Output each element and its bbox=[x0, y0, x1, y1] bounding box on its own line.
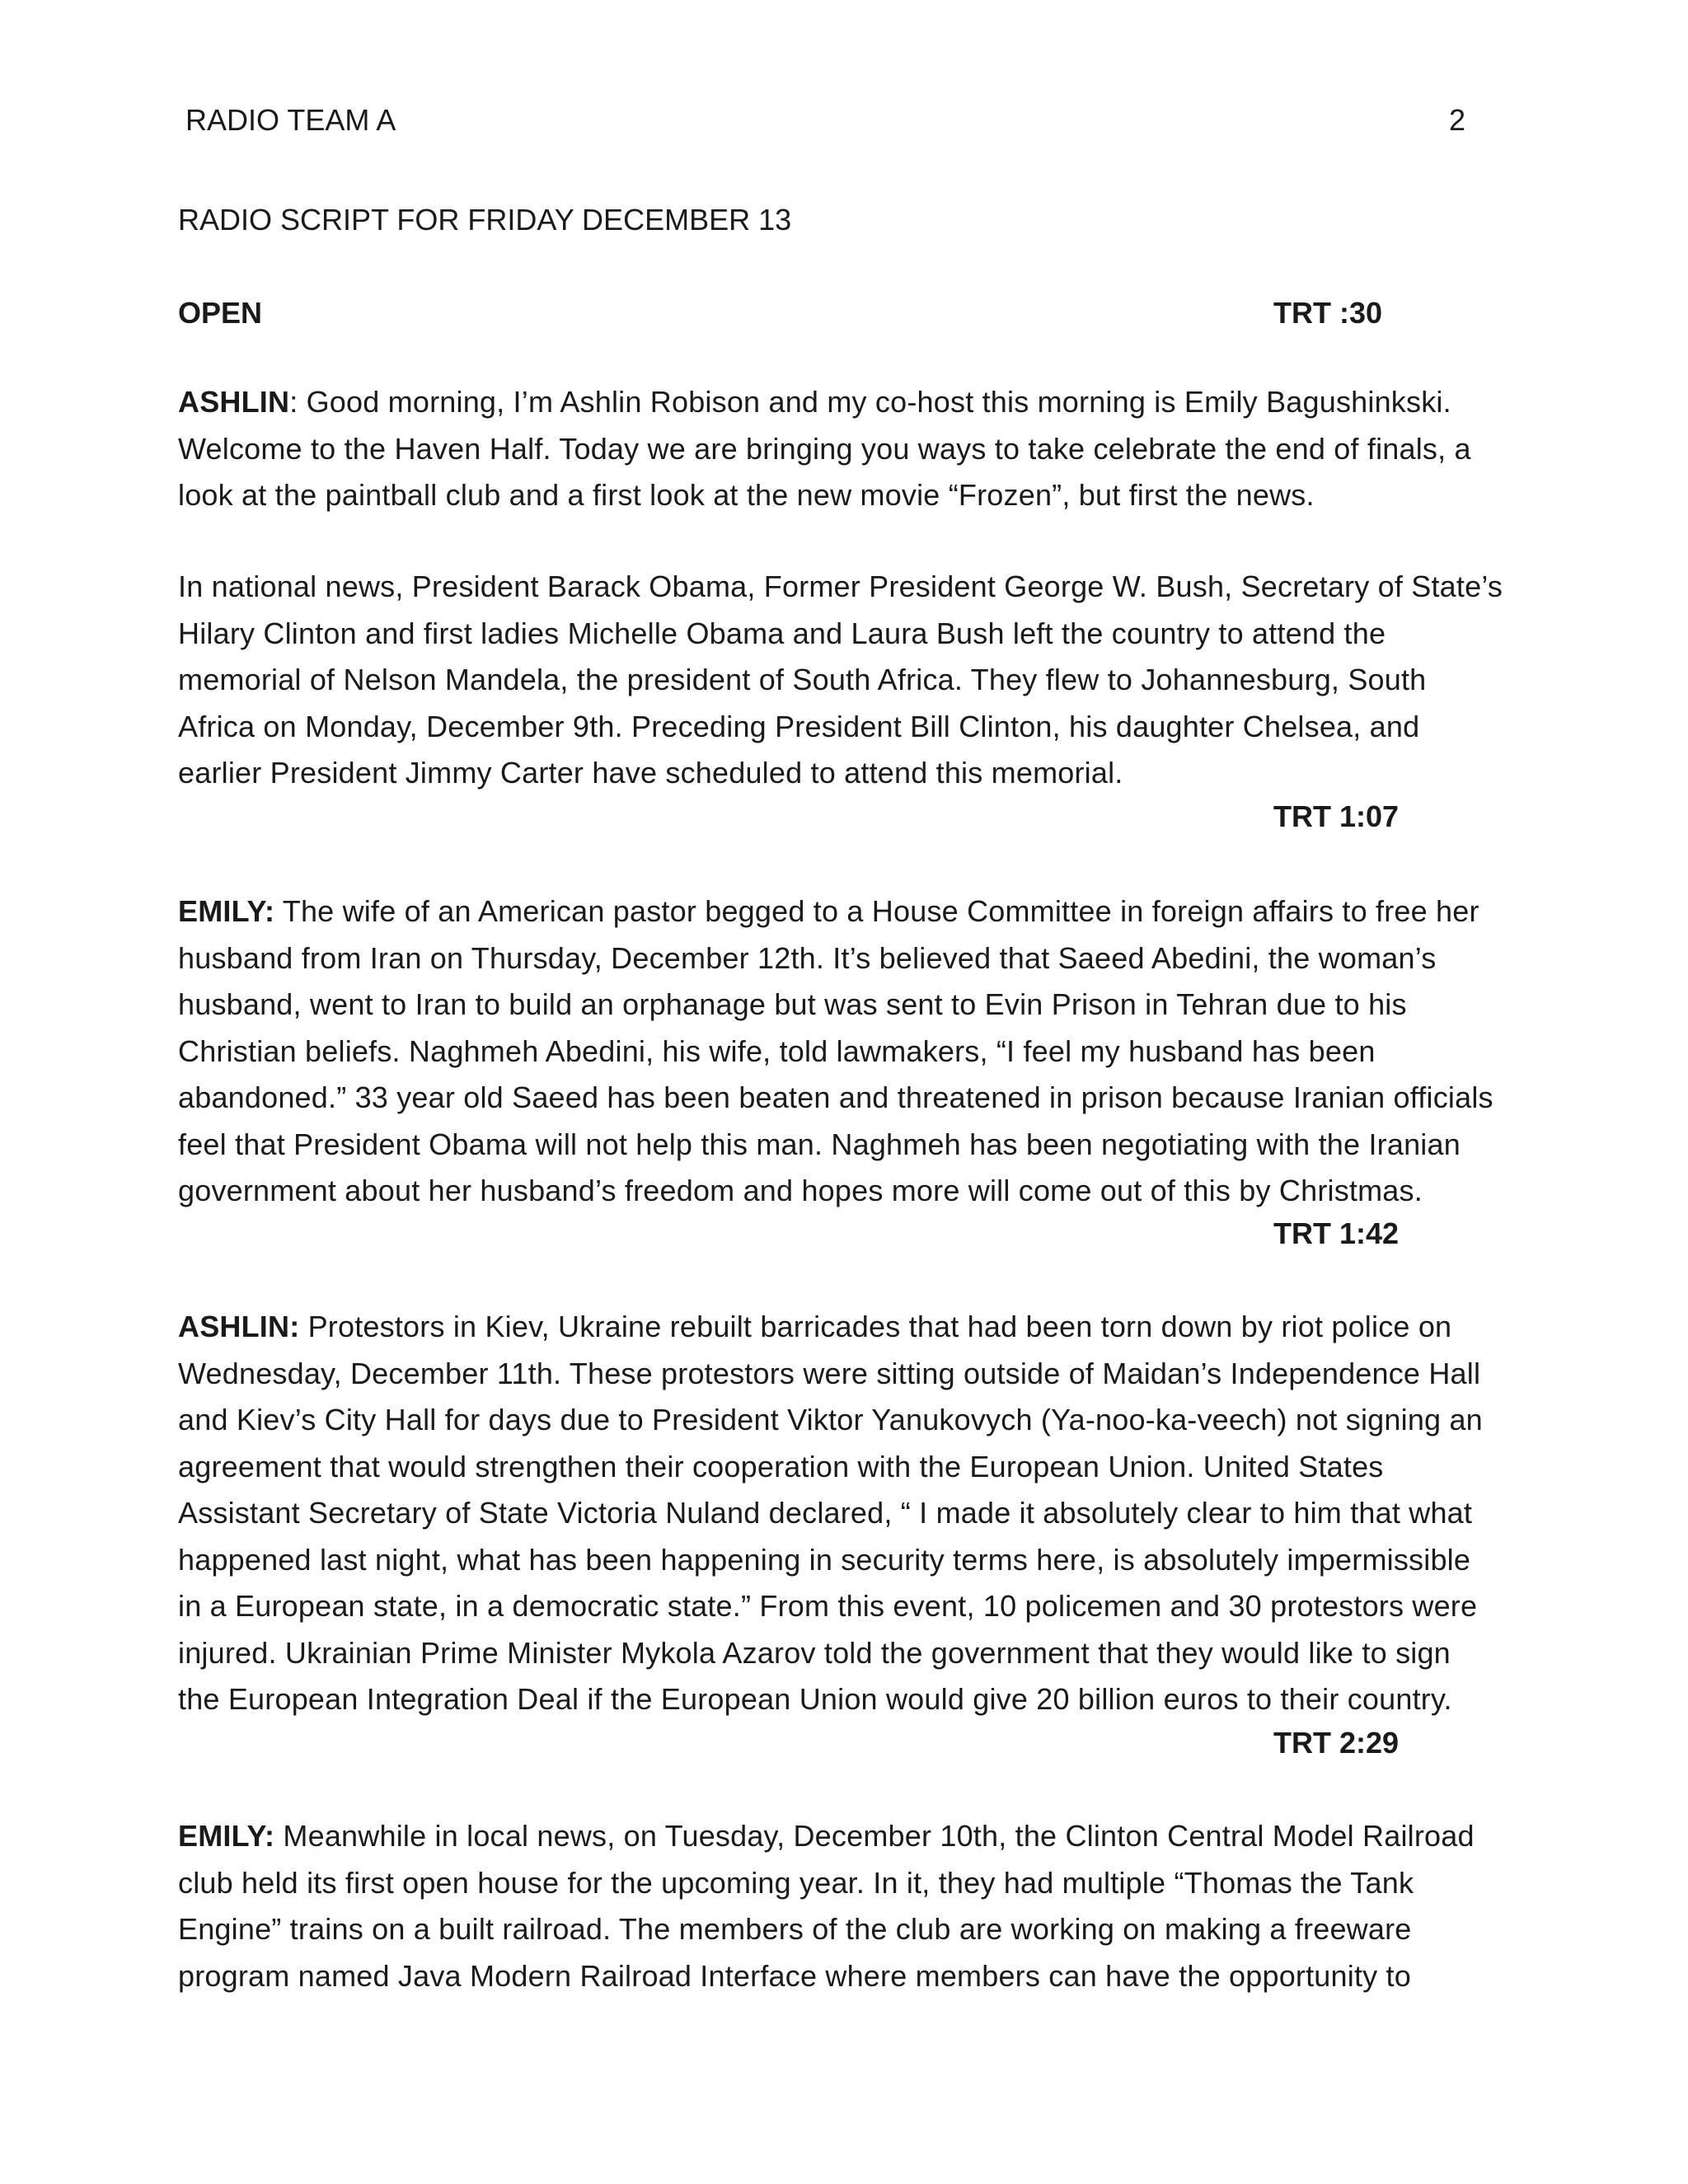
trt-marker: TRT 1:07 bbox=[1273, 799, 1400, 833]
segment-ashlin-kiev bbox=[178, 1304, 1523, 1723]
paragraph-line: agreement that would strengthen their cooperation with the European Union. United States bbox=[178, 1449, 1384, 1483]
paragraph-line: injured. Ukrainian Prime Minister Mykola Azarov told the government that they would like to sign bbox=[178, 1635, 1451, 1670]
paragraph-line: In national news, President Barack Obama, Former President George W. Bush, Secretary of State’s bbox=[178, 569, 1503, 603]
paragraph-line: earlier President Jimmy Carter have scheduled to attend this memorial. bbox=[178, 756, 1123, 790]
paragraph-line: Wednesday, December 11th. These protestors were sitting outside of Maidan’s Independence Hall bbox=[178, 1356, 1481, 1390]
script-title: RADIO SCRIPT FOR FRIDAY DECEMBER 13 bbox=[178, 203, 792, 237]
paragraph-line bbox=[178, 1813, 1523, 1860]
speaker-name: ASHLIN bbox=[178, 385, 290, 419]
paragraph-line bbox=[178, 379, 1523, 426]
paragraph-line: Engine” trains on a built railroad. The members of the club are working on making a freeware bbox=[178, 1912, 1412, 1946]
line-text: Protestors in Kiev, Ukraine rebuilt barricades that had been torn down by riot police on bbox=[299, 1310, 1452, 1343]
trt-marker: TRT 2:29 bbox=[1273, 1726, 1400, 1760]
line-text: : Good morning, I’m Ashlin Robison and my co-host this morning is Emily Bagushinkski. bbox=[289, 385, 1451, 419]
open-label: OPEN bbox=[178, 296, 263, 330]
paragraph-line: program named Java Modern Railroad Interface where members can have the opportunity to bbox=[178, 1958, 1411, 1993]
line-text: Meanwhile in local news, on Tuesday, December 10th, the Clinton Central Model Railroad bbox=[274, 1819, 1475, 1853]
paragraph-line: husband, went to Iran to build an orphanage but was sent to Evin Prison in Tehran due to his bbox=[178, 987, 1407, 1021]
paragraph-line: the European Integration Deal if the European Union would give 20 billion euros to their country. bbox=[178, 1682, 1452, 1716]
speaker-name: EMILY: bbox=[178, 1819, 275, 1853]
segment-emily-pastor bbox=[178, 888, 1523, 1215]
paragraph-line: Africa on Monday, December 9th. Preceding President Bill Clinton, his daughter Chelsea, and bbox=[178, 709, 1420, 743]
paragraph-line: look at the paintball club and a first look at the new movie “Frozen”, but first the news. bbox=[178, 478, 1315, 512]
header-team: RADIO TEAM A bbox=[185, 103, 396, 137]
segment-national-news bbox=[178, 564, 1523, 797]
paragraph-line bbox=[178, 888, 1523, 935]
line-text: The wife of an American pastor begged to a House Committee in foreign affairs to free her bbox=[274, 894, 1479, 928]
paragraph-line: husband from Iran on Thursday, December 12th. It’s believed that Saeed Abedini, the woman’s bbox=[178, 940, 1437, 975]
paragraph-line: Christian beliefs. Naghmeh Abedini, his wife, told lawmakers, “I feel my husband has been bbox=[178, 1033, 1376, 1068]
paragraph-line: and Kiev’s City Hall for days due to President Viktor Yanukovych (Ya-noo-ka-veech) not signing an bbox=[178, 1403, 1483, 1436]
open-trt: TRT :30 bbox=[1273, 296, 1383, 330]
paragraph-line: Welcome to the Haven Half. Today we are bringing you ways to take celebrate the end of finals, a bbox=[178, 431, 1471, 466]
paragraph-line: happened last night, what has been happening in security terms here, is absolutely impermissible bbox=[178, 1542, 1471, 1577]
paragraph-line: Assistant Secretary of State Victoria Nuland declared, “ I made it absolutely clear to him that what bbox=[178, 1496, 1473, 1530]
paragraph-line: memorial of Nelson Mandela, the president of South Africa. They flew to Johannesburg, South bbox=[178, 663, 1427, 696]
speaker-name: EMILY: bbox=[178, 894, 275, 928]
paragraph-line: government about her husband’s freedom and hopes more will come out of this by Christmas. bbox=[178, 1174, 1423, 1207]
page-number: 2 bbox=[1449, 103, 1466, 137]
trt-marker: TRT 1:42 bbox=[1273, 1216, 1400, 1250]
paragraph-line: Hilary Clinton and first ladies Michelle Obama and Laura Bush left the country to attend the bbox=[178, 616, 1386, 650]
speaker-name: ASHLIN: bbox=[178, 1310, 300, 1343]
segment-ashlin-intro bbox=[178, 379, 1523, 519]
paragraph-line bbox=[178, 1304, 1523, 1351]
paragraph-line: in a European state, in a democratic state.” From this event, 10 policemen and 30 protestors were bbox=[178, 1589, 1478, 1623]
segment-emily-railroad bbox=[178, 1813, 1523, 1999]
paragraph-line: feel that President Obama will not help this man. Naghmeh has been negotiating with the Iranian bbox=[178, 1127, 1461, 1161]
paragraph-line: abandoned.” 33 year old Saeed has been beaten and threatened in prison because Iranian officials bbox=[178, 1080, 1493, 1114]
paragraph-line: club held its first open house for the upcoming year. In it, they had multiple “Thomas the Tank bbox=[178, 1865, 1414, 1900]
